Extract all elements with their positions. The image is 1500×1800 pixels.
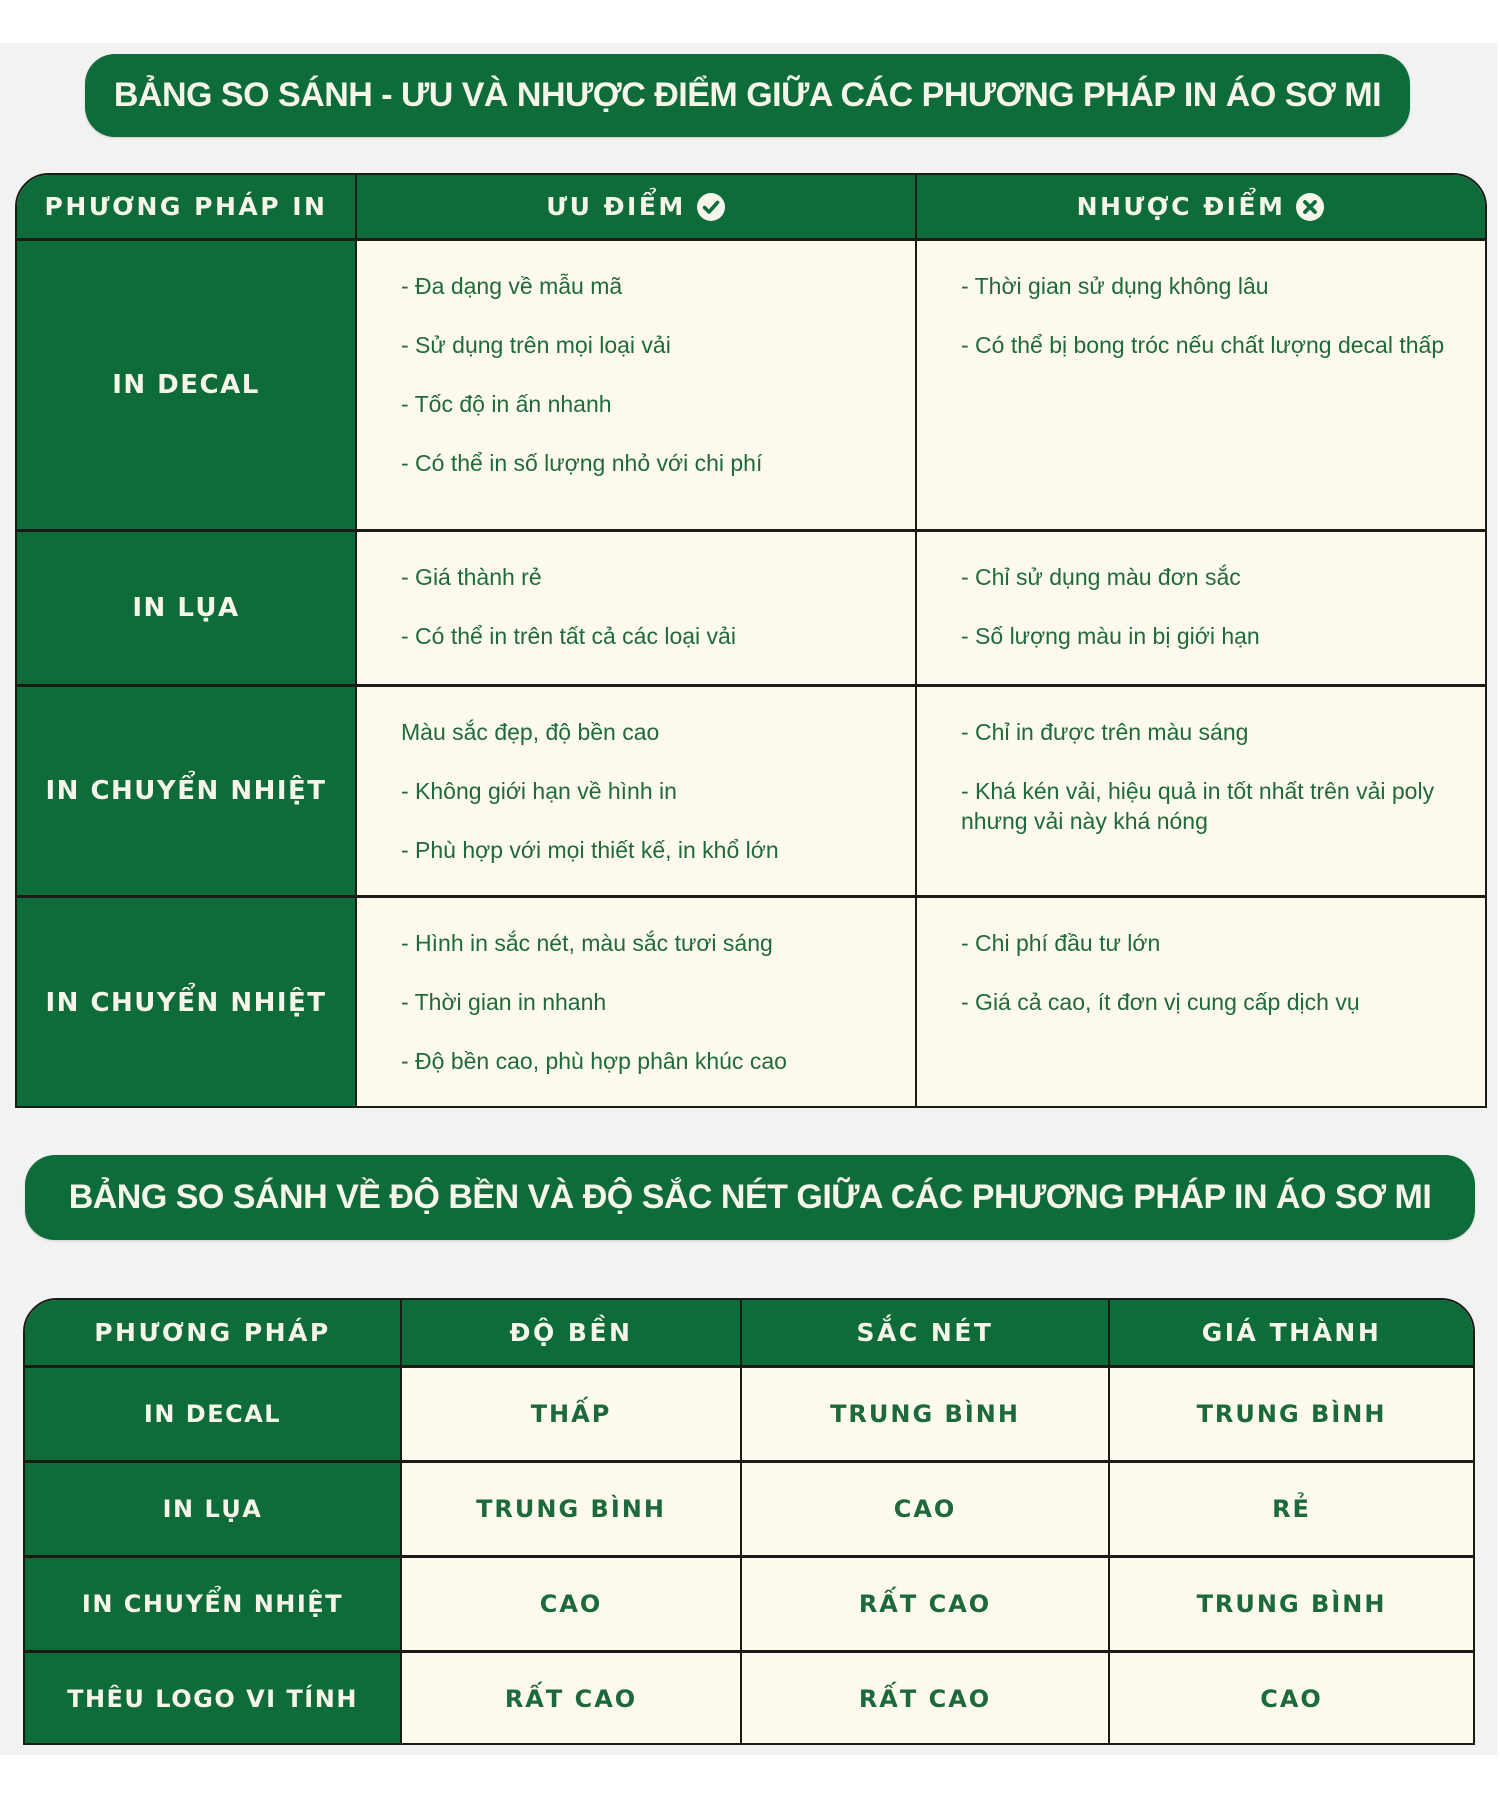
durability-comparison-table [23,1298,1475,1745]
method-label: THÊU LOGO VI TÍNH [67,1685,358,1713]
pro-item: - Có thể in trên tất cả các loại vải [401,623,736,649]
value-label: RẤT CAO [504,1685,638,1713]
price-cell [1108,1463,1473,1555]
method-cell [25,1368,400,1460]
con-item: - Thời gian sử dụng không lâu [961,273,1269,299]
method-cell [17,532,355,684]
section1-title: BẢNG SO SÁNH - ƯU VÀ NHƯỢC ĐIỂM GIỮA CÁC PHƯƠNG PHÁP IN ÁO SƠ MI [113,76,1382,114]
section2-title: BẢNG SO SÁNH VỀ ĐỘ BỀN VÀ ĐỘ SẮC NÉT GIỮA CÁC PHƯƠNG PHÁP IN ÁO SƠ MI [68,1178,1432,1216]
con-item: - Số lượng màu in bị giới hạn [961,623,1260,649]
value-label: CAO [893,1495,957,1523]
section2-title-banner [25,1155,1475,1240]
durability-cell [400,1368,740,1460]
method-cell [17,241,355,529]
value-label: CAO [539,1590,603,1618]
header-pros-label: ƯU ĐIỂM [546,192,686,221]
pro-item: - Độ bền cao, phù hợp phân khúc cao [401,1048,787,1074]
header-method-label: PHƯƠNG PHÁP IN [44,192,328,221]
con-item: - Giá cả cao, ít đơn vị cung cấp dịch vụ [961,989,1360,1015]
header-label: ĐỘ BỀN [509,1318,633,1347]
value-label: RẤT CAO [858,1685,992,1713]
cons-cell [915,687,1485,895]
header-price [1108,1300,1473,1365]
method-cell [25,1558,400,1650]
method-cell [25,1653,400,1745]
cons-cell [915,532,1485,684]
pro-item: - Thời gian in nhanh [401,989,607,1015]
header-label: PHƯƠNG PHÁP [94,1318,331,1347]
table-row [17,684,1485,895]
value-label: TRUNG BÌNH [1196,1590,1387,1618]
pros-cell [355,532,915,684]
header-sharpness [740,1300,1108,1365]
pros-cell [355,898,915,1108]
method-cell [17,687,355,895]
value-label: RẤT CAO [858,1590,992,1618]
table-row [25,1650,1473,1745]
value-label: CAO [1260,1685,1323,1713]
check-circle-icon [696,192,726,222]
header-cons-label: NHƯỢC ĐIỂM [1076,192,1286,221]
table-row [17,238,1485,529]
method-label: IN LỤA [132,593,240,623]
table-header-row [25,1300,1473,1365]
table-row [17,529,1485,684]
sharpness-cell [740,1558,1108,1650]
sharpness-cell [740,1368,1108,1460]
method-label: IN CHUYỂN NHIỆT [81,1590,344,1618]
price-cell [1108,1653,1473,1745]
pro-item: - Phù hợp với mọi thiết kế, in khổ lớn [401,837,779,863]
table-row [25,1365,1473,1460]
header-pros [355,175,915,238]
table-row [17,895,1485,1108]
durability-cell [400,1463,740,1555]
pros-cons-table [15,173,1487,1108]
value-label: RẺ [1272,1495,1311,1523]
value-label: TRUNG BÌNH [830,1400,1020,1428]
pros-cell [355,687,915,895]
header-durability [400,1300,740,1365]
x-circle-icon [1295,192,1325,222]
sharpness-cell [740,1653,1108,1745]
method-label: IN DECAL [112,370,260,400]
con-item: - Chỉ sử dụng màu đơn sắc [961,564,1241,590]
pro-item: Màu sắc đẹp, độ bền cao [401,719,660,745]
con-item: - Có thể bị bong tróc nếu chất lượng decal thấp [961,332,1445,358]
pro-item: - Hình in sắc nét, màu sắc tươi sáng [401,930,773,956]
durability-cell [400,1558,740,1650]
table-header-row [17,175,1485,238]
method-label: IN LỤA [162,1495,263,1523]
value-label: TRUNG BÌNH [1196,1400,1387,1428]
header-label: SẮC NÉT [856,1318,994,1347]
method-label: IN CHUYỂN NHIỆT [45,988,327,1018]
pro-item: - Giá thành rẻ [401,564,542,590]
method-label: IN CHUYỂN NHIỆT [45,776,327,806]
price-cell [1108,1558,1473,1650]
pro-item: - Có thể in số lượng nhỏ với chi phí [401,450,763,476]
value-label: THẤP [530,1400,612,1428]
con-item: - Khá kén vải, hiệu quả in tốt nhất trên vải poly nhưng vải này khá nóng [961,778,1435,834]
cons-cell [915,898,1485,1108]
pro-item: - Sử dụng trên mọi loại vải [401,332,671,358]
pros-cell [355,241,915,529]
method-cell [25,1463,400,1555]
pro-item: - Không giới hạn về hình in [401,778,677,804]
table-row [25,1460,1473,1555]
pro-item: - Tốc độ in ấn nhanh [401,391,612,417]
header-method [25,1300,400,1365]
price-cell [1108,1368,1473,1460]
method-cell [17,898,355,1108]
table-row [25,1555,1473,1650]
header-label: GIÁ THÀNH [1201,1318,1382,1347]
durability-cell [400,1653,740,1745]
header-method [17,175,355,238]
section1-title-banner [85,54,1410,137]
con-item: - Chỉ in được trên màu sáng [961,719,1249,745]
cons-cell [915,241,1485,529]
sharpness-cell [740,1463,1108,1555]
con-item: - Chi phí đầu tư lớn [961,930,1161,956]
pro-item: - Đa dạng về mẫu mã [401,273,623,299]
header-cons [915,175,1485,238]
method-label: IN DECAL [143,1400,282,1428]
value-label: TRUNG BÌNH [476,1495,666,1523]
